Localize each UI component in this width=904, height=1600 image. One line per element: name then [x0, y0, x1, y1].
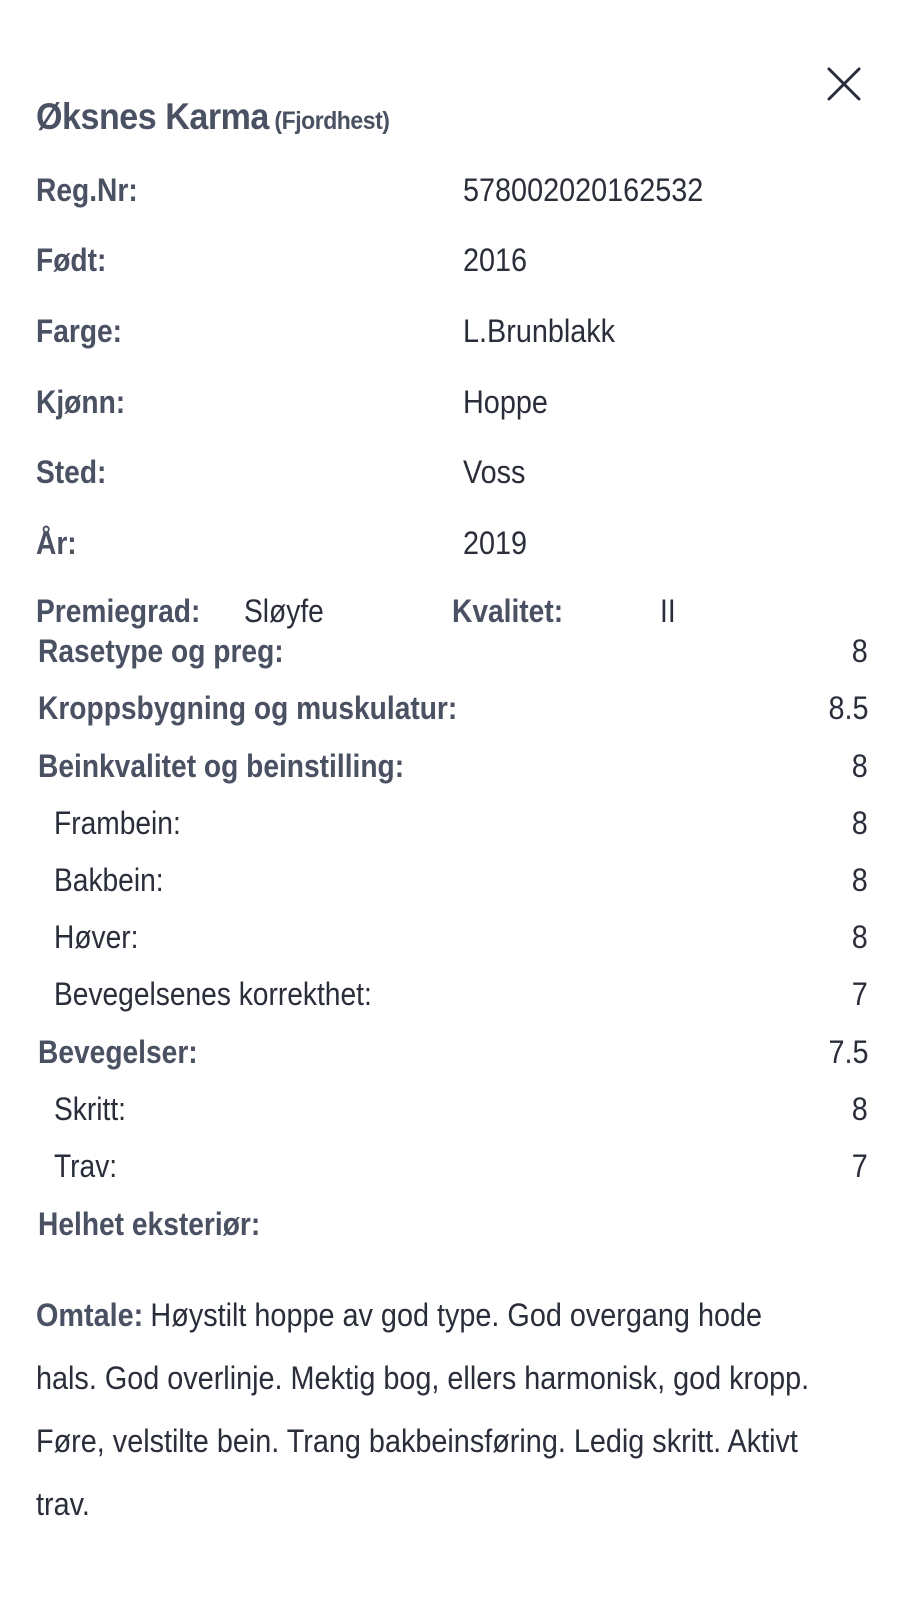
score-label: Bevegelser: — [38, 1034, 198, 1070]
info-row-reg-nr — [36, 172, 876, 212]
score-row-bevegelser — [38, 1034, 868, 1074]
breed-label: (Fjordhest) — [274, 107, 390, 135]
score-label: Helhet eksteriør: — [38, 1206, 261, 1242]
score-value: 8 — [851, 805, 868, 841]
kvalitet-label: Kvalitet: — [452, 593, 564, 629]
score-value: 8 — [851, 919, 868, 955]
close-button[interactable] — [826, 66, 862, 102]
score-value: 8 — [851, 1091, 868, 1127]
info-label: Kjønn: — [36, 384, 126, 420]
score-row-bevegelsenes-korrekthet — [38, 976, 868, 1016]
score-row-trav — [38, 1148, 868, 1188]
score-label: Høver: — [54, 919, 139, 955]
score-row-skritt — [38, 1091, 868, 1131]
score-row-helhet — [38, 1206, 868, 1246]
score-value: 7.5 — [827, 1034, 868, 1070]
info-value: Voss — [463, 454, 526, 490]
score-label: Rasetype og preg: — [38, 633, 284, 669]
info-label: Sted: — [36, 454, 107, 490]
score-row-beinkvalitet — [38, 748, 868, 788]
score-label: Skritt: — [54, 1091, 126, 1127]
score-row-frambein — [38, 805, 868, 845]
info-label: År: — [36, 525, 77, 561]
info-value: 578002020162532 — [463, 172, 704, 208]
kvalitet-value: II — [660, 593, 676, 629]
info-value: Hoppe — [463, 384, 548, 420]
info-label: Reg.Nr: — [36, 172, 138, 208]
score-row-kroppsbygning — [38, 690, 868, 730]
score-row-hover — [38, 919, 868, 959]
info-value: 2019 — [463, 525, 528, 561]
info-value: L.Brunblakk — [463, 313, 616, 349]
score-row-bakbein — [38, 862, 868, 902]
score-label: Beinkvalitet og beinstilling: — [38, 748, 405, 784]
info-value: 2016 — [463, 242, 528, 278]
premiegrad-value: Sløyfe — [244, 593, 324, 629]
omtale-body: Høystilt hoppe av god type. God overgang hode hals. God overlinje. Mektig bog, ellers harmonisk, god kropp. Føre, velstilte bein. Trang bakbeinsføring. Ledig skritt. Aktivt trav. — [36, 1297, 810, 1522]
score-value: 8.5 — [827, 690, 868, 726]
info-label: Farge: — [36, 313, 123, 349]
page-title — [36, 96, 389, 138]
score-value: 8 — [851, 862, 868, 898]
score-label: Frambein: — [54, 805, 181, 841]
score-value: 8 — [851, 748, 868, 784]
score-value: 8 — [851, 633, 868, 669]
score-label: Kroppsbygning og muskulatur: — [38, 690, 458, 726]
score-label: Trav: — [54, 1148, 118, 1184]
horse-name: Øksnes Karma — [36, 96, 269, 137]
info-row-ar — [36, 525, 876, 565]
info-row-sted — [36, 454, 876, 494]
info-label: Født: — [36, 242, 107, 278]
omtale-text — [36, 1284, 819, 1536]
omtale-label: Omtale: — [36, 1297, 144, 1333]
close-icon — [826, 66, 862, 102]
info-row-kjonn — [36, 384, 876, 424]
score-value: 7 — [851, 1148, 868, 1184]
score-value: 7 — [851, 976, 868, 1012]
score-label: Bakbein: — [54, 862, 164, 898]
score-label: Bevegelsenes korrekthet: — [54, 976, 372, 1012]
premie-row — [36, 593, 876, 633]
score-row-rasetype — [38, 633, 868, 673]
info-row-fodt — [36, 242, 876, 282]
premiegrad-label: Premiegrad: — [36, 593, 201, 629]
info-row-farge — [36, 313, 876, 353]
